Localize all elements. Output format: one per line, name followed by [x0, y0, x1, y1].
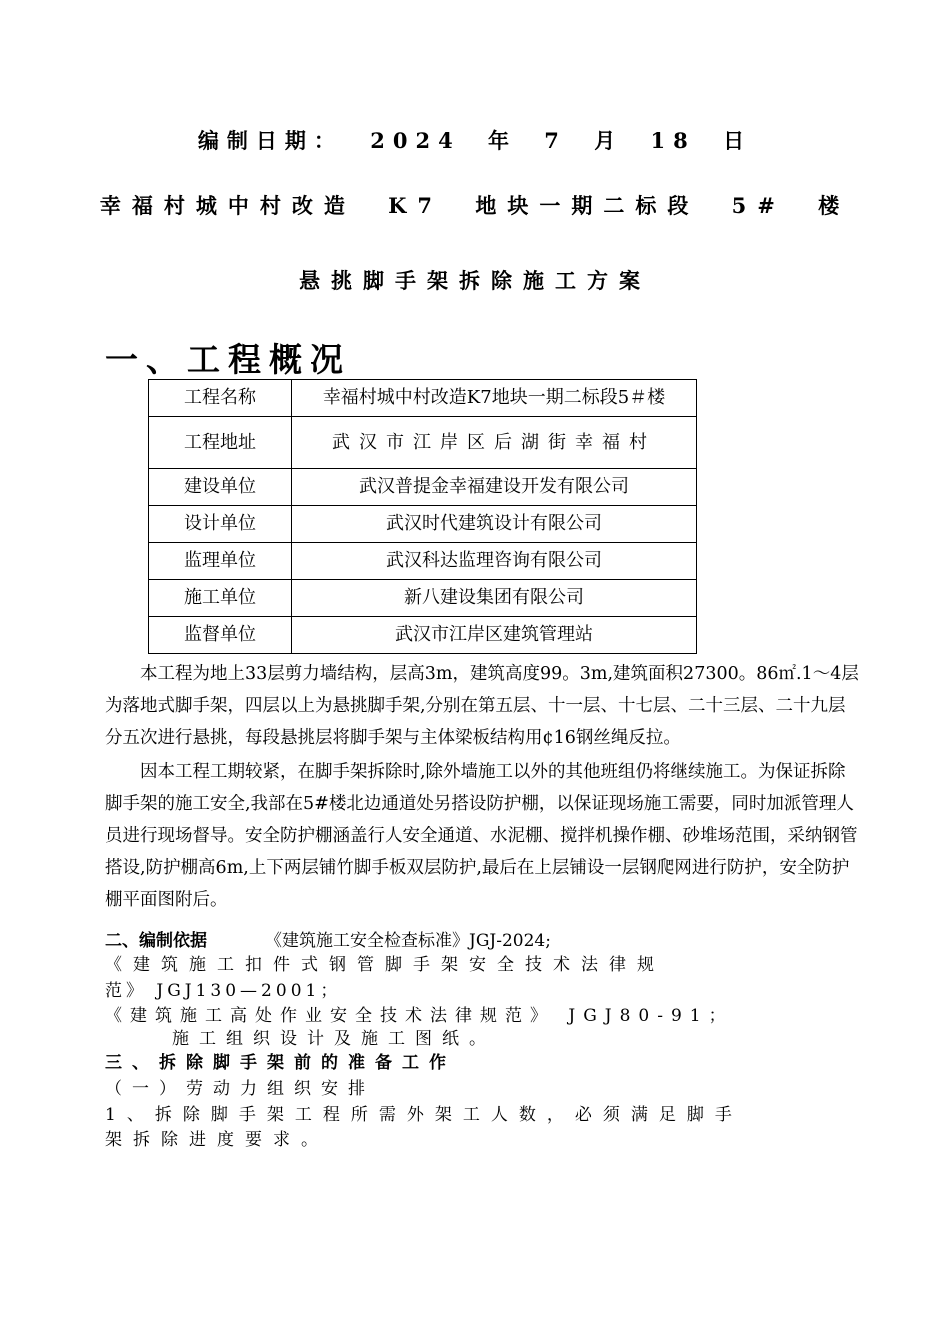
plan-title: 悬挑脚手架拆除施工方案: [299, 268, 651, 293]
basis-item-4: 施工组织设计及施工图纸。: [172, 1029, 496, 1049]
basis-item-2-line-1: 《建筑施工扣件式钢管脚手架安全技术法律规: [105, 955, 665, 975]
table-row: [149, 417, 697, 469]
section-2-title: 二、编制依据: [105, 931, 207, 951]
overview-paragraph-1: 本工程为地上33层剪力墙结构，层高3m，建筑高度99。3m,建筑面积27300。86㎡.1～4层为落地式脚手架，四层以上为悬挑脚手架,分别在第五层、十一层、十七层、二十三层、二十九层分五次进行悬挑，每段悬挑层将脚手架与主体梁板结构用¢16钢丝绳反拉。: [105, 664, 859, 748]
table-value: 新八建设集团有限公司: [292, 580, 697, 617]
basis-item-2-line-2: 范》 JGJ130—2001；: [105, 981, 342, 1001]
date-line: 编制日期： 2024 年 7 月 18 日: [197, 128, 753, 153]
section-3-title: 三、拆除脚手架前的准备工作: [105, 1053, 456, 1073]
table-label: 设计单位: [149, 506, 292, 543]
section-1-title: 一、工程概况: [105, 340, 351, 379]
table-label: 工程名称: [149, 380, 292, 417]
prep-item-1-line-2: 架拆除进度要求。: [105, 1130, 329, 1150]
table-value: 武汉科达监理咨询有限公司: [292, 543, 697, 580]
table-row: [149, 469, 697, 506]
table-value: 武汉普提金幸福建设开发有限公司: [292, 469, 697, 506]
table-label: 工程地址: [149, 417, 292, 469]
table-label: 施工单位: [149, 580, 292, 617]
section-3-subtitle: （一）劳动力组织安排: [105, 1079, 375, 1099]
table-row: [149, 380, 697, 417]
table-label: 监理单位: [149, 543, 292, 580]
table-label: 建设单位: [149, 469, 292, 506]
table-value: 武汉市江岸区后湖街幸福村: [292, 417, 697, 469]
table-value: 武汉市江岸区建筑管理站: [292, 617, 697, 654]
table-label: 监督单位: [149, 617, 292, 654]
prep-item-1-line-1: 1、拆除脚手架工程所需外架工人数，必须满足脚手: [105, 1105, 743, 1125]
basis-item-1: 《建筑施工安全检查标准》JGJ-2024;: [265, 931, 551, 951]
basis-item-3: 《建筑施工高处作业安全技术法律规范》 JGJ80-91；: [105, 1006, 734, 1026]
project-info-table: [148, 379, 697, 654]
table-row: [149, 617, 697, 654]
project-line: 幸福村城中村改造 K7 地块一期二标段 5# 楼: [99, 193, 851, 218]
table-row: [149, 543, 697, 580]
table-value: 武汉时代建筑设计有限公司: [292, 506, 697, 543]
overview-paragraph-2: 因本工程工期较紧，在脚手架拆除时,除外墙施工以外的其他班组仍将继续施工。为保证拆除脚手架的施工安全,我部在5#楼北边通道处另搭设防护棚，以保证现场施工需要，同时加派管理人员进行现场督导。安全防护棚涵盖行人安全通道、水泥棚、搅拌机操作棚、砂堆场范围，采纳钢管搭设,防护棚高6m,上下两层铺竹脚手板双层防护,最后在上层铺设一层钢爬网进行防护，安全防护棚平面图附后。: [105, 762, 858, 910]
table-row: [149, 580, 697, 617]
table-row: [149, 506, 697, 543]
table-value: 幸福村城中村改造K7地块一期二标段5＃楼: [292, 380, 697, 417]
